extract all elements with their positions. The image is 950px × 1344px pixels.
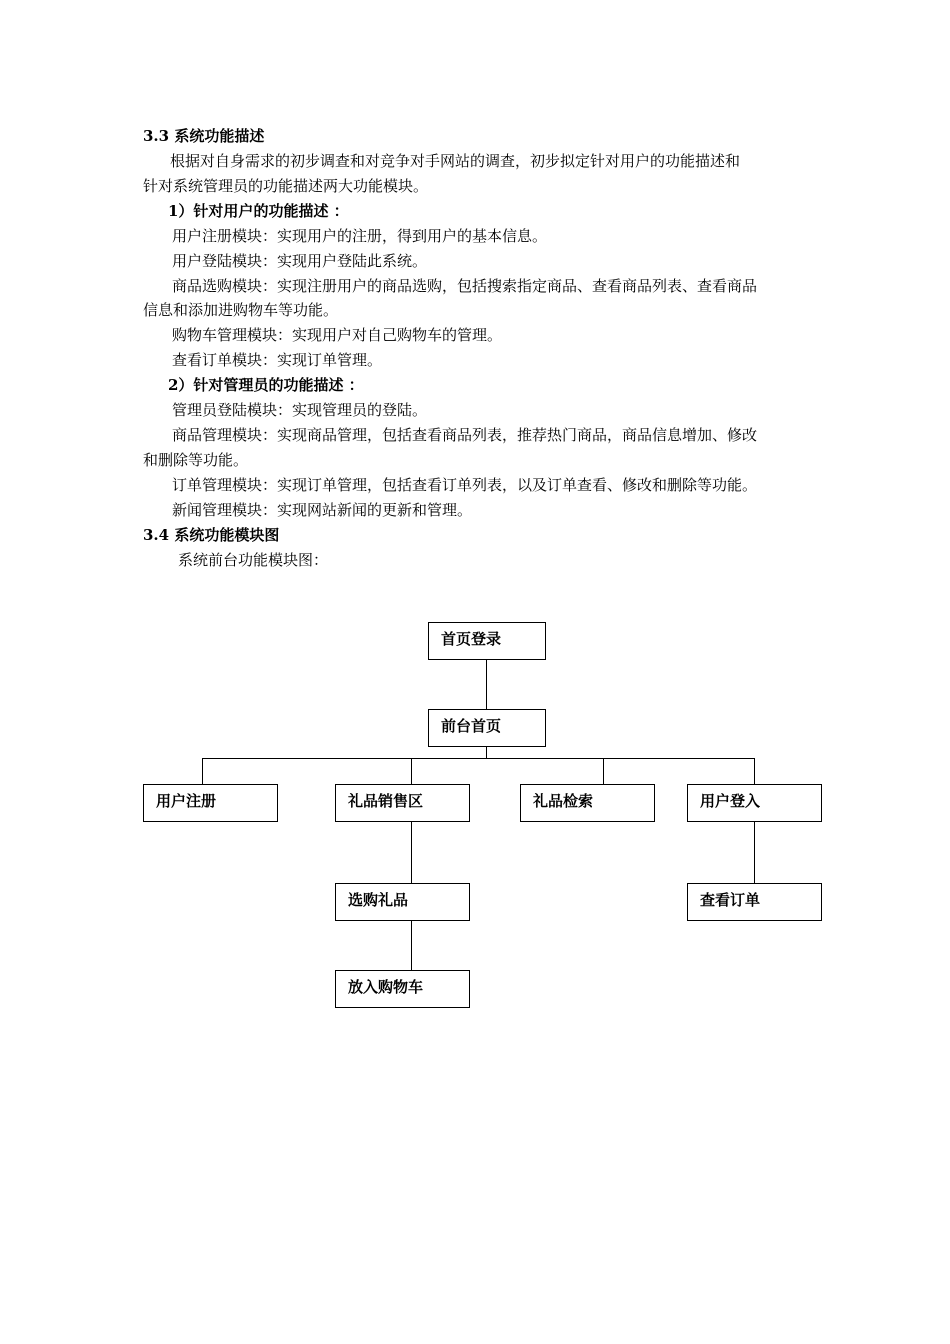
admin-item-login: 管理员登陆模块：实现管理员的登陆。 [172, 401, 428, 419]
connector-bus-search [603, 758, 604, 784]
node-gift-sales: 礼品销售区 [335, 784, 470, 822]
intro-line-2: 针对系统管理员的功能描述两大功能模块。 [143, 177, 429, 195]
user-item-login: 用户登陆模块：实现用户登陆此系统。 [172, 252, 428, 270]
diagram-caption: 系统前台功能模块图： [178, 551, 329, 569]
node-user-login: 用户登入 [687, 784, 822, 822]
user-functions-heading: 1）针对用户的功能描述 ： [168, 202, 349, 220]
section-3-4-heading: 3.4 系统功能模块图 [143, 526, 280, 544]
connector-login-to-home [486, 659, 487, 709]
user-item-register: 用户注册模块：实现用户的注册，得到用户的基本信息。 [172, 227, 548, 245]
intro-line-1: 根据对自身需求的初步调查和对竞争对手网站的调查，初步拟定针对用户的功能描述和 [170, 152, 741, 170]
connector-bus-sales [411, 758, 412, 784]
node-home-login: 首页登录 [428, 622, 546, 660]
node-add-to-cart: 放入购物车 [335, 970, 470, 1008]
user-item-shopping: 商品选购模块：实现注册用户的商品选购，包括搜索指定商品、查看商品列表、查看商品 [172, 277, 758, 295]
user-item-shopping-cont: 信息和添加进购物车等功能。 [143, 301, 339, 319]
user-item-orders: 查看订单模块：实现订单管理。 [172, 351, 383, 369]
connector-login-to-orders [754, 821, 755, 884]
connector-bus-register [202, 758, 203, 784]
user-item-cart: 购物车管理模块：实现用户对自己购物车的管理。 [172, 326, 503, 344]
connector-buy-to-cart [411, 920, 412, 971]
connector-sales-to-buy [411, 821, 412, 884]
admin-functions-heading: 2）针对管理员的功能描述 ： [168, 376, 364, 394]
node-user-register: 用户注册 [143, 784, 278, 822]
connector-horizontal-bus [202, 758, 755, 759]
section-3-3-heading: 3.3 系统功能描述 [143, 127, 265, 145]
admin-item-news: 新闻管理模块：实现网站新闻的更新和管理。 [172, 501, 473, 519]
admin-item-goods: 商品管理模块：实现商品管理，包括查看商品列表，推荐热门商品，商品信息增加、修改 [172, 426, 758, 444]
admin-item-orders: 订单管理模块：实现订单管理，包括查看订单列表，以及订单查看、修改和删除等功能。 [172, 476, 758, 494]
connector-bus-login [754, 758, 755, 784]
node-buy-gift: 选购礼品 [335, 883, 470, 921]
node-view-order: 查看订单 [687, 883, 822, 921]
node-gift-search: 礼品检索 [520, 784, 655, 822]
admin-item-goods-cont: 和删除等功能。 [143, 451, 249, 469]
node-front-home: 前台首页 [428, 709, 546, 747]
